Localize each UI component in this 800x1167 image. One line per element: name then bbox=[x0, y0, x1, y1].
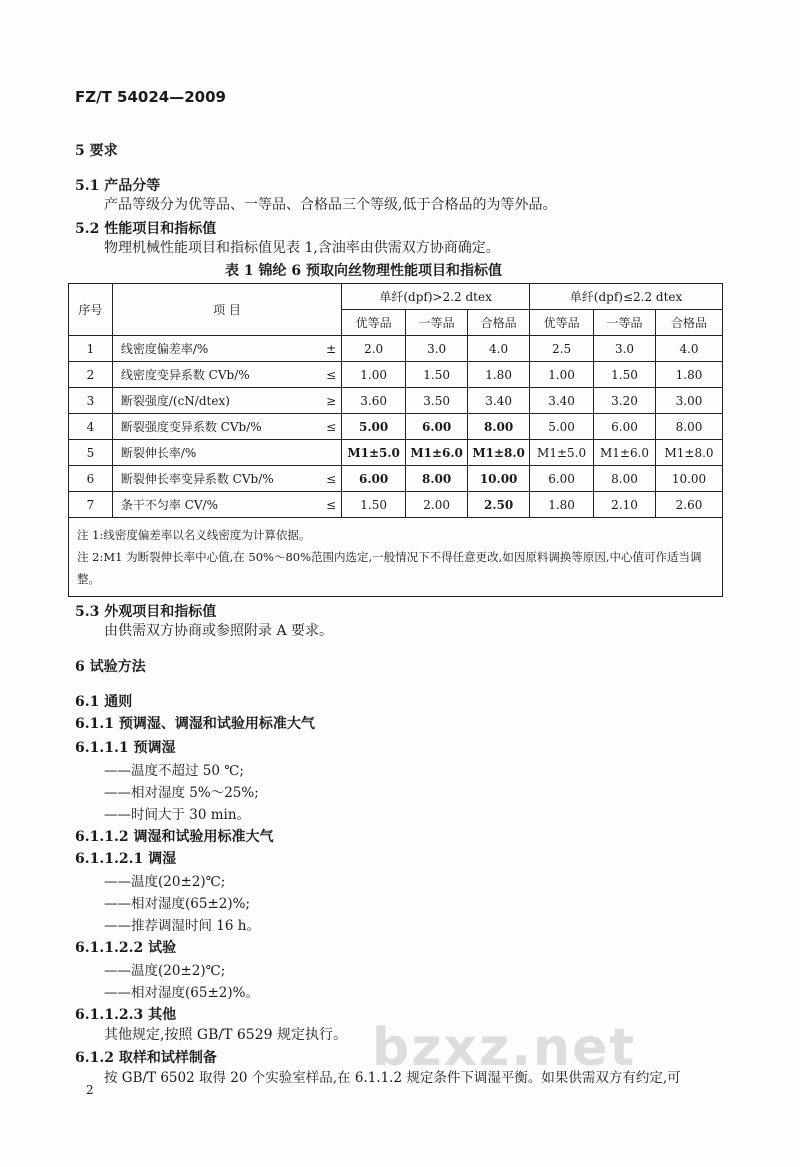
table-cell: 1.50 bbox=[342, 492, 406, 518]
row-symbol: ≤ bbox=[308, 492, 342, 518]
row-number: 2 bbox=[69, 362, 113, 388]
table-row bbox=[69, 492, 723, 518]
row-item: 断裂强度变异系数 CVb/% bbox=[112, 414, 307, 440]
table-cell: M1±5.0 bbox=[530, 440, 594, 466]
table-cell: 8.00 bbox=[594, 466, 656, 492]
table-cell: 2.5 bbox=[530, 336, 594, 362]
section-6-1-1-2-3-text: 其他规定,按照 GB/T 6529 规定执行。 bbox=[104, 1027, 347, 1043]
row-symbol: ≤ bbox=[308, 362, 342, 388]
list-item: ——温度(20±2)℃; bbox=[104, 874, 226, 890]
table-row bbox=[69, 336, 723, 362]
list-item: ——温度(20±2)℃; bbox=[104, 963, 226, 979]
group2-header: 单纤(dpf)≤2.2 dtex bbox=[530, 284, 723, 310]
table-row bbox=[69, 440, 723, 466]
section-6-1-2-text: 按 GB/T 6502 取得 20 个实验室样品,在 6.1.1.2 规定条件下调湿平衡。如果供需双方有约定,可 bbox=[104, 1070, 681, 1086]
page-number: 2 bbox=[86, 1083, 94, 1097]
table-cell: 1.50 bbox=[406, 362, 468, 388]
table-cell: 6.00 bbox=[406, 414, 468, 440]
table-cell: 8.00 bbox=[656, 414, 723, 440]
table-cell: M1±5.0 bbox=[342, 440, 406, 466]
section-5-heading: 5 要求 bbox=[75, 143, 118, 159]
table-cell: 10.00 bbox=[468, 466, 530, 492]
table-cell: 3.20 bbox=[594, 388, 656, 414]
row-number: 3 bbox=[69, 388, 113, 414]
section-6-1-1-2-heading: 6.1.1.2 调湿和试验用标准大气 bbox=[75, 829, 274, 845]
table-cell: 1.80 bbox=[656, 362, 723, 388]
row-item: 断裂伸长率/% bbox=[112, 440, 307, 466]
watermark: bzxz.net bbox=[372, 1018, 637, 1078]
table-cell: 2.10 bbox=[594, 492, 656, 518]
table-cell: 2.00 bbox=[406, 492, 468, 518]
table-cell: 1.50 bbox=[594, 362, 656, 388]
section-6-1-1-2-2-heading: 6.1.1.2.2 试验 bbox=[75, 940, 177, 956]
table-notes-row bbox=[69, 518, 723, 597]
row-symbol: ≤ bbox=[308, 466, 342, 492]
list-item: ——相对湿度(65±2)%。 bbox=[104, 985, 259, 1001]
list-item: ——相对湿度 5%～25%; bbox=[104, 785, 259, 801]
table-cell: 10.00 bbox=[656, 466, 723, 492]
grade-header: 一等品 bbox=[594, 310, 656, 336]
section-5-1-heading: 5.1 产品分等 bbox=[75, 178, 161, 194]
row-item: 断裂伸长率变异系数 CVb/% bbox=[112, 466, 307, 492]
grade-header: 优等品 bbox=[342, 310, 406, 336]
col-item-header: 项 目 bbox=[112, 284, 341, 336]
group1-header: 单纤(dpf)>2.2 dtex bbox=[342, 284, 530, 310]
row-item: 条干不匀率 CV/% bbox=[112, 492, 307, 518]
table-cell: 3.40 bbox=[468, 388, 530, 414]
row-symbol: ≤ bbox=[308, 414, 342, 440]
list-item: ——相对湿度(65±2)%; bbox=[104, 896, 250, 912]
list-item: ——时间大于 30 min。 bbox=[104, 807, 251, 823]
grade-header: 合格品 bbox=[468, 310, 530, 336]
row-number: 1 bbox=[69, 336, 113, 362]
table-cell: 5.00 bbox=[342, 414, 406, 440]
table-cell: 2.50 bbox=[468, 492, 530, 518]
row-symbol: ± bbox=[308, 336, 342, 362]
section-5-1-text: 产品等级分为优等品、一等品、合格品三个等级,低于合格品的为等外品。 bbox=[104, 197, 557, 213]
table-cell: M1±6.0 bbox=[594, 440, 656, 466]
table-cell: 3.00 bbox=[656, 388, 723, 414]
row-number: 4 bbox=[69, 414, 113, 440]
table-cell: 3.0 bbox=[594, 336, 656, 362]
section-6-1-1-2-1-heading: 6.1.1.2.1 调湿 bbox=[75, 851, 177, 867]
row-number: 6 bbox=[69, 466, 113, 492]
table-cell: 6.00 bbox=[342, 466, 406, 492]
table-header-row-1 bbox=[69, 284, 723, 310]
row-item: 线密度变异系数 CVb/% bbox=[112, 362, 307, 388]
row-symbol bbox=[308, 440, 342, 466]
performance-table bbox=[68, 283, 723, 597]
section-5-3-heading: 5.3 外观项目和指标值 bbox=[75, 604, 217, 620]
row-number: 5 bbox=[69, 440, 113, 466]
section-6-1-1-heading: 6.1.1 预调湿、调湿和试验用标准大气 bbox=[75, 716, 315, 732]
section-6-heading: 6 试验方法 bbox=[75, 659, 146, 675]
table-row bbox=[69, 388, 723, 414]
table-cell: 3.50 bbox=[406, 388, 468, 414]
col-no-header: 序号 bbox=[69, 284, 113, 336]
table-cell: 4.0 bbox=[468, 336, 530, 362]
standard-number: FZ/T 54024—2009 bbox=[75, 88, 226, 106]
table-cell: 1.80 bbox=[530, 492, 594, 518]
table-row bbox=[69, 362, 723, 388]
table-cell: 8.00 bbox=[468, 414, 530, 440]
section-5-2-heading: 5.2 性能项目和指标值 bbox=[75, 221, 217, 237]
table-note-1: 注 1:线密度偏差率以名义线密度为计算依据。 bbox=[77, 528, 311, 542]
grade-header: 优等品 bbox=[530, 310, 594, 336]
row-item: 线密度偏差率/% bbox=[112, 336, 307, 362]
table-cell: 5.00 bbox=[530, 414, 594, 440]
section-6-1-2-heading: 6.1.2 取样和试样制备 bbox=[75, 1050, 217, 1066]
table-cell: 2.60 bbox=[656, 492, 723, 518]
table-cell: M1±8.0 bbox=[468, 440, 530, 466]
table-cell: M1±6.0 bbox=[406, 440, 468, 466]
list-item: ——温度不超过 50 ℃; bbox=[104, 763, 244, 779]
section-6-1-1-2-3-heading: 6.1.1.2.3 其他 bbox=[75, 1007, 177, 1023]
row-number: 7 bbox=[69, 492, 113, 518]
table-cell: 3.40 bbox=[530, 388, 594, 414]
table-cell: 4.0 bbox=[656, 336, 723, 362]
section-5-2-text: 物理机械性能项目和指标值见表 1,含油率由供需双方协商确定。 bbox=[104, 240, 500, 256]
section-6-1-1-1-heading: 6.1.1.1 预调湿 bbox=[75, 740, 176, 756]
table-cell: 1.00 bbox=[342, 362, 406, 388]
grade-header: 一等品 bbox=[406, 310, 468, 336]
table-cell: 1.80 bbox=[468, 362, 530, 388]
table-cell: 6.00 bbox=[530, 466, 594, 492]
section-5-3-text: 由供需双方协商或参照附录 A 要求。 bbox=[104, 623, 334, 639]
table-cell: 6.00 bbox=[594, 414, 656, 440]
table-cell: 3.0 bbox=[406, 336, 468, 362]
table-cell: 8.00 bbox=[406, 466, 468, 492]
table-caption: 表 1 锦纶 6 预取向丝物理性能项目和指标值 bbox=[225, 263, 502, 279]
grade-header: 合格品 bbox=[656, 310, 723, 336]
table-cell: 3.60 bbox=[342, 388, 406, 414]
table-row bbox=[69, 414, 723, 440]
table-cell: 2.0 bbox=[342, 336, 406, 362]
table-note-2: 注 2:M1 为断裂伸长率中心值,在 50%～80%范围内选定,一般情况下不得任意更改,如因原料调换等原因,中心值可作适当调整。 bbox=[77, 550, 702, 586]
row-symbol: ≥ bbox=[308, 388, 342, 414]
table-cell: M1±8.0 bbox=[656, 440, 723, 466]
table-cell: 1.00 bbox=[530, 362, 594, 388]
row-item: 断裂强度/(cN/dtex) bbox=[112, 388, 307, 414]
section-6-1-heading: 6.1 通则 bbox=[75, 694, 133, 710]
list-item: ——推荐调湿时间 16 h。 bbox=[104, 918, 260, 934]
table-row bbox=[69, 466, 723, 492]
